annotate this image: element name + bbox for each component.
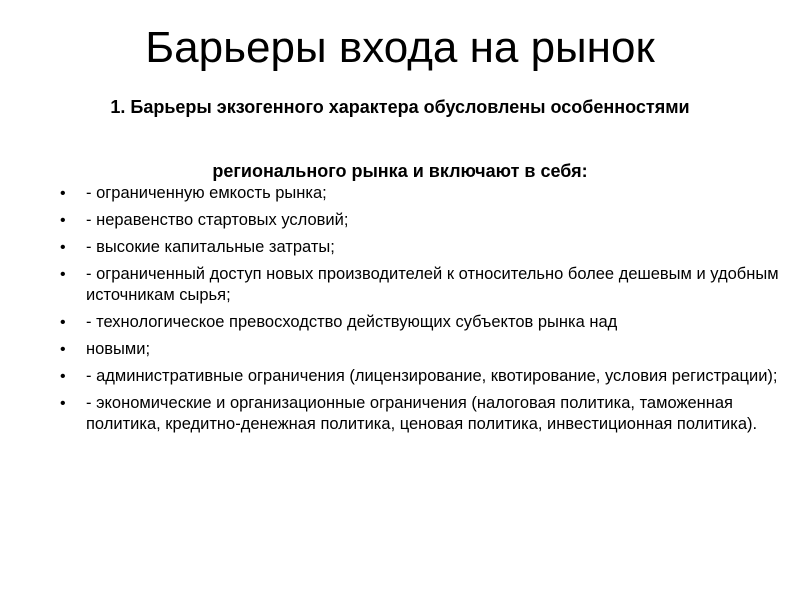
bullet-icon: • [60, 239, 66, 256]
bullet-icon: • [60, 212, 66, 229]
list-item [60, 264, 780, 306]
bullet-icon: • [60, 368, 66, 385]
list-item [60, 237, 780, 258]
slide-subtitle-continued: регионального рынка и включают в себя: [212, 161, 588, 181]
bullet-list [60, 183, 780, 441]
bullet-icon: • [60, 266, 66, 283]
list-item [60, 183, 780, 204]
slide-subtitle: 1. Барьеры экзогенного характера обусловлены особенностями [110, 97, 690, 117]
bullet-icon: • [60, 185, 66, 202]
bullet-icon: • [60, 395, 66, 412]
list-item [60, 339, 780, 360]
list-item-text: - административные ограничения (лицензирование, квотирование, условия регистрации); [86, 367, 778, 385]
list-item-text: - неравенство стартовых условий; [86, 211, 349, 229]
bullet-icon: • [60, 341, 66, 358]
bullet-icon: • [60, 314, 66, 331]
list-item [60, 393, 780, 435]
list-item-text: - высокие капитальные затраты; [86, 238, 335, 256]
list-item-text: - технологическое превосходство действующих субъектов рынка над [86, 313, 618, 331]
list-item-text: - экономические и организационные ограничения (налоговая политика, таможенная политика, кредитно-денежная политика, ценовая политика, инвестиционная политика). [86, 394, 758, 433]
list-item-text: - ограниченный доступ новых производителей к относительно более дешевым и удобным источникам сырья; [86, 265, 779, 304]
list-item [60, 210, 780, 231]
list-item-text: новыми; [86, 340, 151, 358]
list-item [60, 366, 780, 387]
slide-title: Барьеры входа на рынок [145, 23, 655, 72]
list-item-text: - ограниченную емкость рынка; [86, 184, 327, 202]
list-item [60, 312, 780, 333]
